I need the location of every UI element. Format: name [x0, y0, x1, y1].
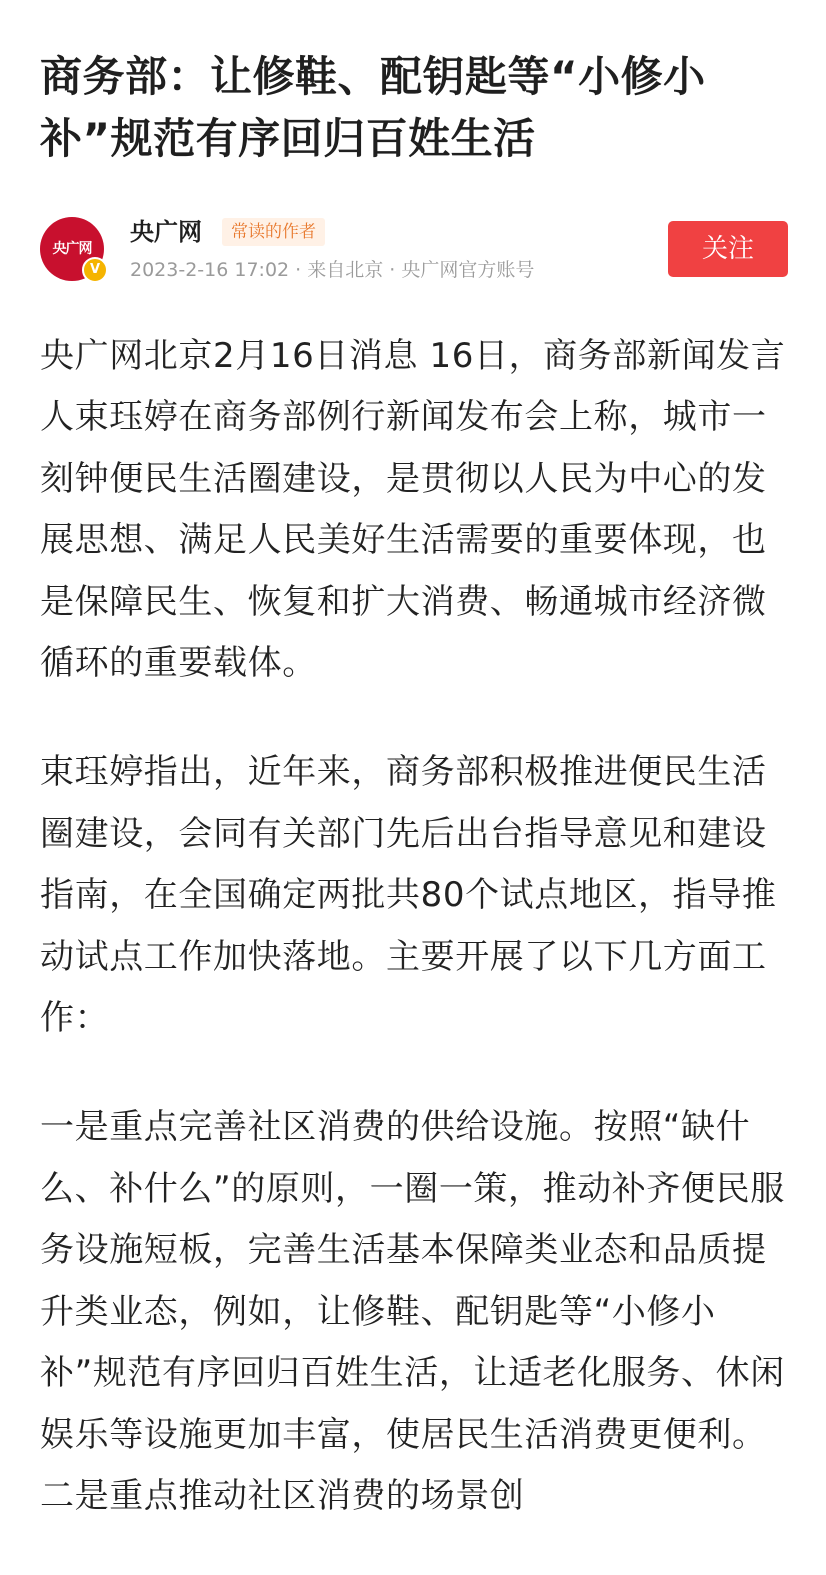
cnr-logo-icon: 央广网: [52, 241, 92, 257]
frequent-author-badge: 常读的作者: [222, 218, 325, 246]
article-paragraph: 央广网北京2月16日消息 16日，商务部新闻发言人束珏婷在商务部例行新闻发布会上称，城市一刻钟便民生活圈建设，是贯彻以人民为中心的发展思想、满足人民美好生活需要的重要体现，也是保障民生、恢复和扩大消费、畅通城市经济微循环的重要载体。: [40, 336, 786, 684]
publish-meta: 2023-2-16 17:02 · 来自北京 · 央广网官方账号: [130, 259, 535, 281]
author-name[interactable]: 央广网: [130, 218, 202, 246]
author-row: [40, 214, 788, 284]
article-paragraph: 一是重点完善社区消费的供给设施。按照“缺什么、补什么”的原则，一圈一策，推动补齐便民服务设施短板，完善生活基本保障类业态和品质提升类业态，例如，让修鞋、配钥匙等“小修小补”规范有序回归百姓生活，让适老化服务、休闲娱乐等设施更加丰富，使居民生活消费更便利。二是重点推动社区消费的场景创: [40, 1107, 785, 1516]
verified-icon: V: [82, 257, 108, 283]
article-body: [40, 326, 788, 1575]
article-paragraph: 束珏婷指出，近年来，商务部积极推进便民生活圈建设，会同有关部门先后出台指导意见和建设指南，在全国确定两批共80个试点地区，指导推动试点工作加快落地。主要开展了以下几方面工作：: [40, 752, 777, 1039]
author-avatar[interactable]: [40, 217, 104, 281]
follow-button[interactable]: 关注: [668, 221, 788, 277]
article-title: 商务部：让修鞋、配钥匙等“小修小补”规范有序回归百姓生活: [40, 52, 706, 163]
